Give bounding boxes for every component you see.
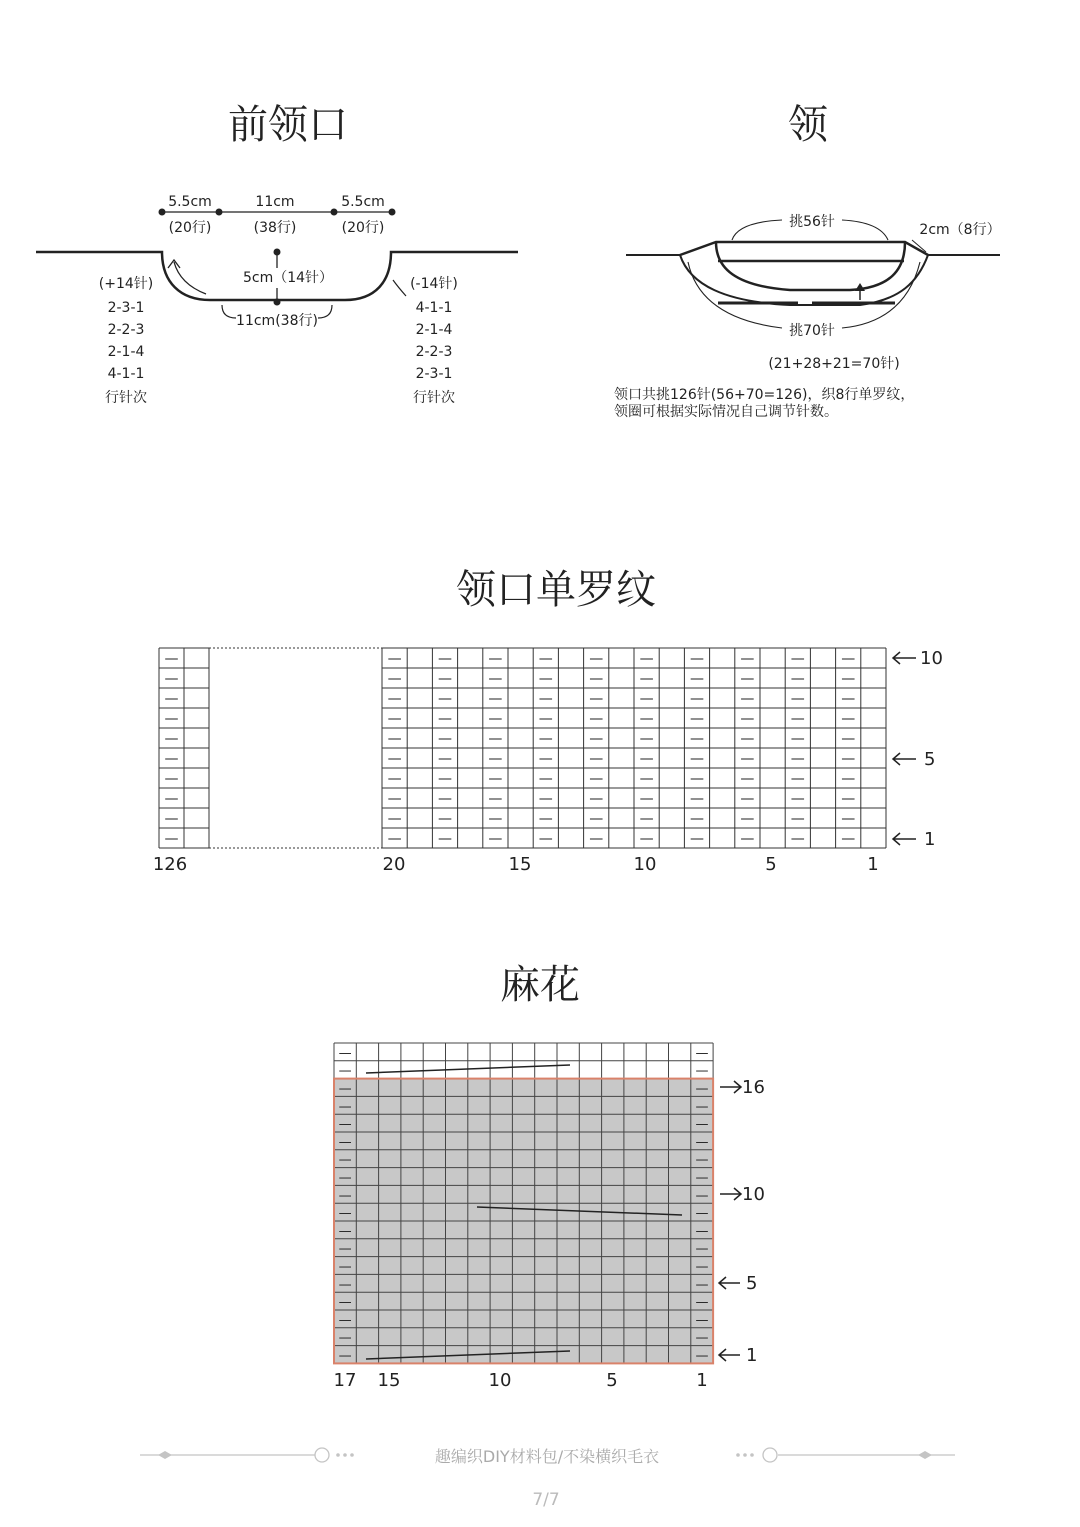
right-pick-label: (-14针) [410, 276, 458, 292]
purl-stitch: — [164, 651, 179, 667]
purl-stitch: — [841, 731, 856, 747]
purl-stitch: — [740, 671, 755, 687]
left-step: 2-1-4 [107, 344, 145, 360]
front-neck-section [36, 102, 518, 406]
purl-stitch: — [164, 831, 179, 847]
purl-stitch: — [695, 1134, 709, 1150]
purl-stitch: — [740, 811, 755, 827]
purl-stitch: — [338, 1134, 352, 1150]
purl-stitch: — [690, 691, 704, 707]
rib-chart-grid [159, 648, 886, 848]
rib-title: 领口单罗纹 [456, 567, 656, 613]
rib-row-marker [893, 749, 935, 770]
purl-stitch: — [790, 831, 805, 847]
right-step: 2-3-1 [415, 366, 453, 382]
cable-row-marker [720, 1077, 765, 1098]
purl-stitch: — [438, 791, 452, 807]
purl-stitch: — [338, 1099, 352, 1115]
purl-stitch: — [488, 731, 503, 747]
right-step: 4-1-1 [415, 300, 453, 316]
rib-row-marker [893, 829, 935, 850]
front-neck-title: 前领口 [228, 102, 348, 148]
purl-stitch: — [695, 1259, 709, 1275]
purl-stitch: — [639, 811, 654, 827]
collar-section [614, 102, 1001, 420]
ornament-right-icon [763, 1448, 777, 1462]
rib-col-label: 10 [633, 854, 657, 875]
collar-sum: (21+28+21=70针) [768, 356, 900, 372]
purl-stitch: — [538, 811, 553, 827]
dim-dot [216, 209, 223, 216]
dim-right-rows: (20行) [341, 220, 385, 236]
purl-stitch: — [589, 751, 604, 767]
collar-bottom-pick: 挑70针 [789, 323, 835, 339]
left-arrow-icon [893, 753, 916, 765]
purl-stitch: — [695, 1312, 709, 1328]
purl-stitch: — [164, 791, 179, 807]
dim-right-label: 5.5cm [341, 194, 385, 210]
purl-stitch: — [438, 711, 452, 727]
rib-row-marker [893, 648, 943, 669]
cable-row-marker [719, 1345, 757, 1366]
right-steps-header: 行针次 [413, 390, 455, 406]
dim-mid-rows: (38行) [253, 220, 297, 236]
purl-stitch: — [387, 751, 402, 767]
purl-stitch: — [841, 811, 856, 827]
rib-section [153, 567, 943, 875]
dim-dot [331, 209, 338, 216]
cable-col-label: 1 [696, 1370, 708, 1391]
purl-stitch: — [338, 1259, 352, 1275]
purl-stitch: — [164, 671, 179, 687]
purl-stitch: — [790, 791, 805, 807]
purl-stitch: — [695, 1099, 709, 1115]
purl-stitch: — [639, 691, 654, 707]
purl-stitch: — [438, 831, 452, 847]
purl-stitch: — [639, 711, 654, 727]
purl-stitch: — [695, 1063, 709, 1079]
purl-stitch: — [740, 831, 755, 847]
page-number: 7/7 [532, 1490, 560, 1510]
purl-stitch: — [690, 751, 704, 767]
purl-stitch: — [387, 811, 402, 827]
purl-stitch: — [695, 1223, 709, 1239]
purl-stitch: — [387, 671, 402, 687]
purl-stitch: — [387, 731, 402, 747]
purl-stitch: — [841, 671, 856, 687]
purl-stitch: — [488, 811, 503, 827]
purl-stitch: — [488, 691, 503, 707]
purl-stitch: — [488, 671, 503, 687]
purl-stitch: — [338, 1241, 352, 1257]
purl-stitch: — [164, 811, 179, 827]
purl-stitch: — [338, 1045, 352, 1061]
purl-stitch: — [488, 711, 503, 727]
purl-stitch: — [639, 671, 654, 687]
purl-stitch: — [639, 651, 654, 667]
purl-stitch: — [790, 651, 805, 667]
purl-stitch: — [841, 711, 856, 727]
purl-stitch: — [639, 831, 654, 847]
purl-stitch: — [338, 1312, 352, 1328]
purl-stitch: — [438, 751, 452, 767]
collar-side-label: 2cm（8行） [919, 222, 1001, 238]
purl-stitch: — [740, 751, 755, 767]
purl-stitch: — [164, 751, 179, 767]
purl-stitch: — [695, 1081, 709, 1097]
purl-stitch: — [841, 831, 856, 847]
dim-dot [159, 209, 166, 216]
purl-stitch: — [690, 831, 704, 847]
purl-stitch: — [387, 691, 402, 707]
purl-stitch: — [338, 1348, 352, 1364]
purl-stitch: — [538, 771, 553, 787]
purl-stitch: — [338, 1223, 352, 1239]
purl-stitch: — [589, 671, 604, 687]
purl-stitch: — [488, 751, 503, 767]
collar-note-line1: 领口共挑126针(56+70=126)，织8行单罗纹， [614, 387, 915, 403]
purl-stitch: — [438, 691, 452, 707]
collar-title: 领 [788, 102, 828, 148]
purl-stitch: — [387, 771, 402, 787]
cable-col-label: 5 [606, 1370, 618, 1391]
dim-left-rows: (20行) [168, 220, 212, 236]
cable-chart-grid [334, 1043, 713, 1364]
purl-stitch: — [438, 651, 452, 667]
bottom-width-label: 11cm(38行) [236, 313, 318, 329]
cable-col-label: 17 [333, 1370, 357, 1391]
left-steps-header: 行针次 [105, 390, 147, 406]
left-arrow-icon [893, 833, 916, 845]
purl-stitch: — [740, 711, 755, 727]
purl-stitch: — [538, 751, 553, 767]
rib-row-label: 5 [924, 749, 936, 770]
purl-stitch: — [841, 691, 856, 707]
purl-stitch: — [690, 811, 704, 827]
purl-stitch: — [790, 671, 805, 687]
purl-stitch: — [841, 751, 856, 767]
purl-stitch: — [338, 1063, 352, 1079]
purl-stitch: — [841, 791, 856, 807]
purl-stitch: — [740, 691, 755, 707]
cable-row-label: 1 [746, 1345, 758, 1366]
rib-row-label: 10 [920, 648, 943, 669]
purl-stitch: — [164, 711, 179, 727]
purl-stitch: — [338, 1277, 352, 1293]
purl-stitch: — [695, 1241, 709, 1257]
rib-col-label: 20 [382, 854, 406, 875]
dim-mid-label: 11cm [255, 194, 295, 210]
purl-stitch: — [695, 1206, 709, 1222]
purl-stitch: — [338, 1295, 352, 1311]
purl-stitch: — [387, 651, 402, 667]
purl-stitch: — [387, 711, 402, 727]
purl-stitch: — [589, 711, 604, 727]
purl-stitch: — [488, 831, 503, 847]
purl-stitch: — [740, 731, 755, 747]
purl-stitch: — [164, 731, 179, 747]
rib-col-label: 5 [765, 854, 777, 875]
purl-stitch: — [695, 1348, 709, 1364]
right-arrow-icon [720, 1188, 741, 1200]
purl-stitch: — [740, 791, 755, 807]
purl-stitch: — [538, 691, 553, 707]
purl-stitch: — [387, 831, 402, 847]
purl-stitch: — [695, 1152, 709, 1168]
purl-stitch: — [639, 771, 654, 787]
purl-stitch: — [841, 651, 856, 667]
purl-stitch: — [488, 791, 503, 807]
dim-dot [389, 209, 396, 216]
purl-stitch: — [338, 1330, 352, 1346]
purl-stitch: — [790, 751, 805, 767]
purl-stitch: — [338, 1117, 352, 1133]
cable-row-label: 5 [746, 1273, 758, 1294]
collar-top-pick: 挑56针 [789, 214, 835, 230]
purl-stitch: — [164, 691, 179, 707]
rib-col-label: 15 [508, 854, 532, 875]
left-arrow-icon [719, 1277, 740, 1289]
purl-stitch: — [695, 1170, 709, 1186]
purl-stitch: — [438, 731, 452, 747]
purl-stitch: — [790, 691, 805, 707]
purl-stitch: — [338, 1188, 352, 1204]
cable-row-label: 16 [742, 1077, 765, 1098]
purl-stitch: — [589, 811, 604, 827]
ornament-left-icon [315, 1448, 329, 1462]
rib-col-label: 1 [867, 854, 879, 875]
purl-stitch: — [538, 711, 553, 727]
purl-stitch: — [690, 651, 704, 667]
purl-stitch: — [740, 771, 755, 787]
purl-stitch: — [538, 651, 553, 667]
collar-note-line2: 领圈可根据实际情况自己调节针数。 [614, 404, 838, 420]
purl-stitch: — [538, 731, 553, 747]
purl-stitch: — [538, 671, 553, 687]
purl-stitch: — [790, 711, 805, 727]
cable-row-marker [719, 1273, 757, 1294]
purl-stitch: — [695, 1188, 709, 1204]
rib-row-label: 1 [924, 829, 936, 850]
depth-dot [274, 299, 281, 306]
purl-stitch: — [790, 771, 805, 787]
purl-stitch: — [695, 1330, 709, 1346]
left-arrow-icon [893, 652, 916, 664]
purl-stitch: — [438, 671, 452, 687]
cable-row-label: 10 [742, 1184, 765, 1205]
cable-section [334, 962, 765, 1391]
purl-stitch: — [538, 831, 553, 847]
right-arrow-icon [720, 1081, 741, 1093]
purl-stitch: — [387, 791, 402, 807]
purl-stitch: — [488, 651, 503, 667]
up-arrow-icon [855, 283, 865, 291]
purl-stitch: — [338, 1170, 352, 1186]
purl-stitch: — [690, 711, 704, 727]
purl-stitch: — [338, 1206, 352, 1222]
purl-stitch: — [740, 651, 755, 667]
cable-col-label: 10 [488, 1370, 512, 1391]
purl-stitch: — [164, 771, 179, 787]
purl-stitch: — [695, 1045, 709, 1061]
purl-stitch: — [639, 751, 654, 767]
right-step: 2-1-4 [415, 322, 453, 338]
purl-stitch: — [639, 791, 654, 807]
left-step: 2-2-3 [107, 322, 145, 338]
rib-col-label: 126 [152, 854, 188, 875]
collar-outer-curve [626, 255, 1000, 305]
purl-stitch: — [338, 1152, 352, 1168]
dim-left-label: 5.5cm [168, 194, 212, 210]
left-arrow-icon [719, 1349, 740, 1361]
left-step: 4-1-1 [107, 366, 145, 382]
purl-stitch: — [790, 731, 805, 747]
purl-stitch: — [589, 691, 604, 707]
left-pick-label: (+14针) [98, 276, 154, 292]
purl-stitch: — [589, 771, 604, 787]
purl-stitch: — [695, 1295, 709, 1311]
purl-stitch: — [589, 831, 604, 847]
cable-title: 麻花 [500, 962, 580, 1008]
purl-stitch: — [589, 731, 604, 747]
purl-stitch: — [438, 811, 452, 827]
purl-stitch: — [639, 731, 654, 747]
purl-stitch: — [790, 811, 805, 827]
depth-label: 5cm（14针） [242, 270, 334, 286]
footer-brand: 趣编织DIY材料包/不染横织毛衣 [434, 1447, 660, 1466]
purl-stitch: — [538, 791, 553, 807]
purl-stitch: — [841, 771, 856, 787]
purl-stitch: — [690, 731, 704, 747]
purl-stitch: — [589, 791, 604, 807]
purl-stitch: — [690, 671, 704, 687]
purl-stitch: — [438, 771, 452, 787]
cable-row-marker [720, 1184, 765, 1205]
purl-stitch: — [338, 1081, 352, 1097]
footer [140, 1447, 955, 1510]
purl-stitch: — [690, 771, 704, 787]
purl-stitch: — [488, 771, 503, 787]
left-step: 2-3-1 [107, 300, 145, 316]
purl-stitch: — [695, 1277, 709, 1293]
purl-stitch: — [690, 791, 704, 807]
purl-stitch: — [695, 1117, 709, 1133]
cable-col-label: 15 [377, 1370, 401, 1391]
right-step: 2-2-3 [415, 344, 453, 360]
purl-stitch: — [589, 651, 604, 667]
